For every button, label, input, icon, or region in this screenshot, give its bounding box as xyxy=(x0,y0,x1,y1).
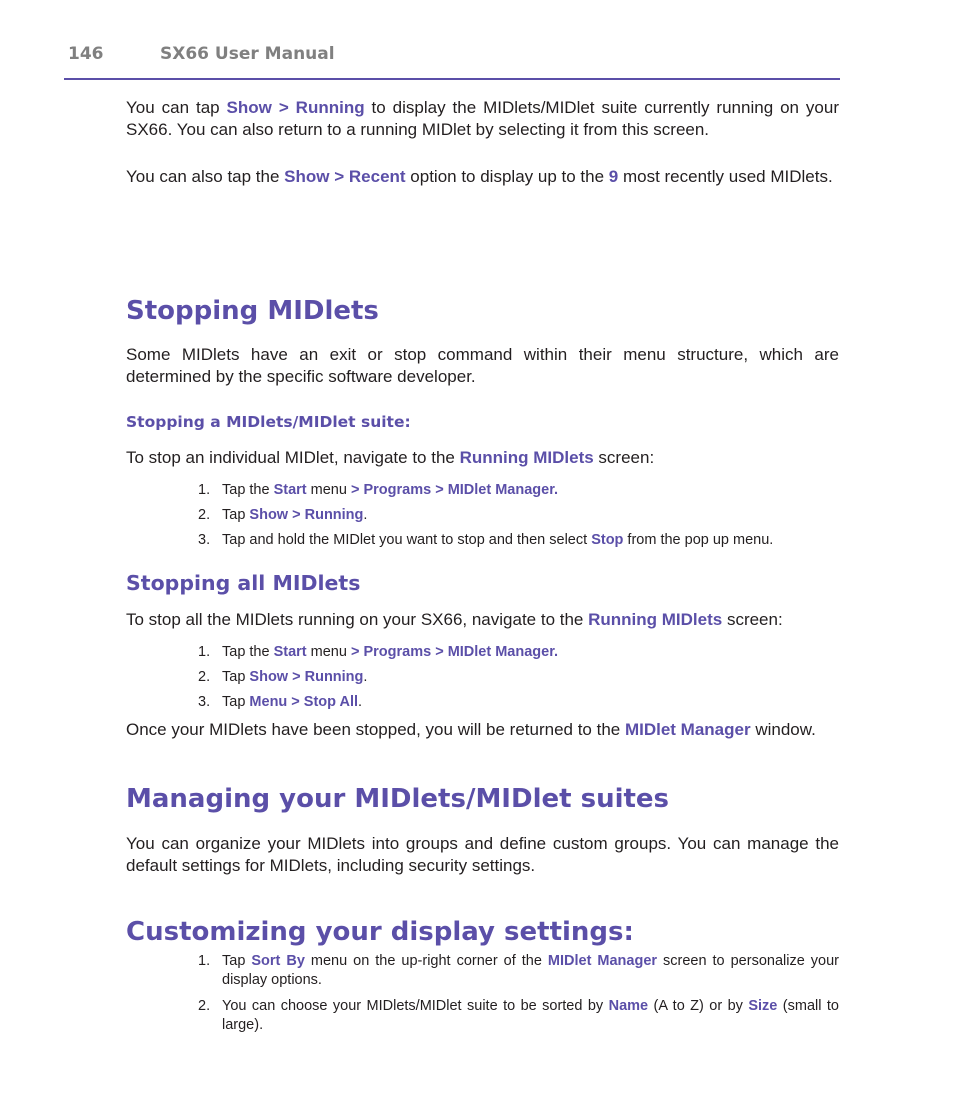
list-item: 1. Tap the Start menu > Programs > MIDlet Manager. xyxy=(198,482,559,498)
list-item: 1. Tap the Start menu > Programs > MIDlet Manager. xyxy=(198,644,559,660)
list-item: 3. Tap Menu > Stop All. xyxy=(198,694,363,710)
managing-paragraph: You can organize your MIDlets into groups and define custom groups. You can manage the default settings for MIDlets, including security settings. xyxy=(126,834,839,875)
list-item: 2. Tap Show > Running. xyxy=(198,507,368,523)
section-title-customizing: Customizing your display settings: xyxy=(126,917,634,947)
intro-paragraph-recent: You can also tap the Show > Recent option to display up to the 9 most recently used MIDlets. xyxy=(126,167,833,186)
stop-all-intro: To stop all the MIDlets running on your SX66, navigate to the Running MIDlets screen: xyxy=(126,610,783,629)
section-title-stopping: Stopping MIDlets xyxy=(126,296,379,326)
intro-paragraph-running: You can tap Show > Running to display the MIDlets/MIDlet suite currently running on your SX66. You can also return to a running MIDlet by selecting it from this screen. xyxy=(126,98,839,139)
page-number: 146 xyxy=(68,44,104,64)
list-item: 1. Tap Sort By menu on the up-right corner of the MIDlet Manager screen to personalize your display options. xyxy=(198,953,839,988)
stop-suite-intro: To stop an individual MIDlet, navigate to the Running MIDlets screen: xyxy=(126,448,655,467)
section-title-managing: Managing your MIDlets/MIDlet suites xyxy=(126,784,670,814)
stopping-paragraph: Some MIDlets have an exit or stop command within their menu structure, which are determined by the specific software developer. xyxy=(126,345,839,386)
subsection-title-stop-all: Stopping all MIDlets xyxy=(126,571,361,595)
header-rule xyxy=(64,78,840,80)
list-item: 3. Tap and hold the MIDlet you want to stop and then select Stop from the pop up menu. xyxy=(198,532,774,548)
subsection-title-stop-suite: Stopping a MIDlets/MIDlet suite: xyxy=(126,413,411,431)
stop-all-outro: Once your MIDlets have been stopped, you will be returned to the MIDlet Manager window. xyxy=(126,720,816,739)
manual-title: SX66 User Manual xyxy=(160,44,335,64)
list-item: 2. You can choose your MIDlets/MIDlet suite to be sorted by Name (A to Z) or by Size (small to large). xyxy=(198,998,839,1033)
list-item: 2. Tap Show > Running. xyxy=(198,669,368,685)
